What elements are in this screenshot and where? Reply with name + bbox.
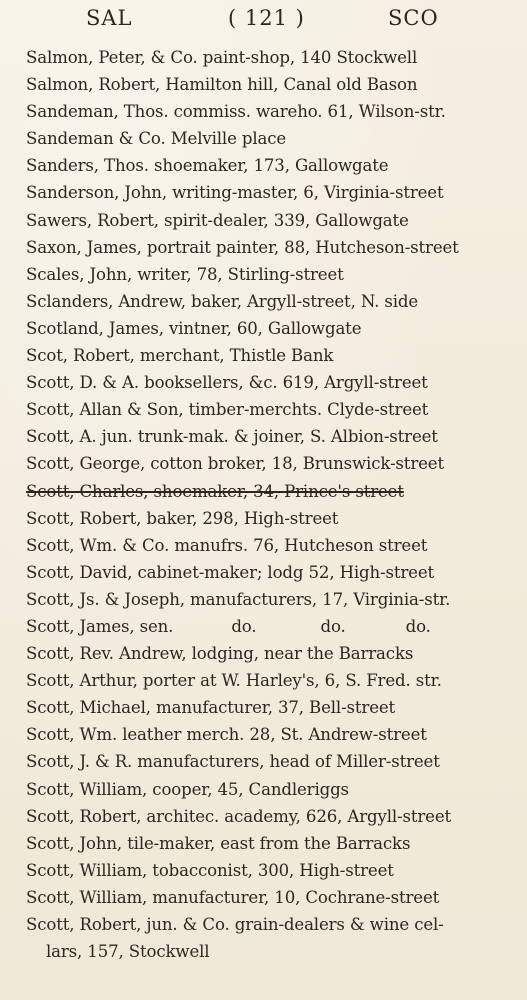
entry-scott-a-jun: Scott, A. jun. trunk-mak. & joiner, S. Albion-street xyxy=(26,427,438,447)
entry-scott-david: Scott, David, cabinet-maker; lodg 52, High-street xyxy=(26,562,435,582)
entry-salmon-peter: Salmon, Peter, & Co. paint-shop, 140 Stockwell xyxy=(26,48,418,67)
page-header xyxy=(0,4,527,34)
entry-scales-john: Scales, John, writer, 78, Stirling-street xyxy=(26,264,344,284)
entry-scott-wm-co: Scott, Wm. & Co. manufrs. 76, Hutcheson street xyxy=(26,535,428,555)
entry-scott-robert-jun: Scott, Robert, jun. & Co. grain-dealers & wine cel- xyxy=(26,915,444,934)
entry-scott-allan: Scott, Allan & Son, timber-merchts. Clyde-street xyxy=(26,400,429,420)
entry-sawers-robert: Sawers, Robert, spirit-dealer, 339, Gallowgate xyxy=(26,210,409,230)
entry-sanders-thos: Sanders, Thos. shoemaker, 173, Gallowgate xyxy=(26,156,389,176)
entry-scott-john: Scott, John, tile-maker, east from the Barracks xyxy=(26,833,411,853)
entry-scott-js-joseph: Scott, Js. & Joseph, manufacturers, 17, Virginia-str. xyxy=(26,589,451,609)
header-left-guide-word: SAL xyxy=(86,6,133,30)
entry-scott-william-cooper: Scott, William, cooper, 45, Candleriggs xyxy=(26,779,349,799)
entry-scott-rev-andrew: Scott, Rev. Andrew, lodging, near the Barracks xyxy=(26,644,414,664)
entry-scott-william-manufacturer: Scott, William, manufacturer, 10, Cochrane-street xyxy=(26,887,440,907)
entry-scott-michael: Scott, Michael, manufacturer, 37, Bell-street xyxy=(26,698,396,718)
entry-sandeman-thos: Sandeman, Thos. commiss. wareho. 61, Wilson-str. xyxy=(26,102,446,122)
ditto-mark: do. xyxy=(231,616,257,636)
ditto-mark: do. xyxy=(405,616,431,636)
page-number: ( 121 ) xyxy=(228,6,305,30)
directory-entries xyxy=(26,44,504,965)
ditto-mark: do. xyxy=(320,616,346,636)
entry-scott-james-sen xyxy=(26,613,504,640)
entry-sanderson-john: Sanderson, John, writing-master, 6, Virginia-street xyxy=(26,183,444,203)
entry-scotland-james: Scotland, James, vintner, 60, Gallowgate xyxy=(26,318,362,338)
entry-scott-william-tobacconist: Scott, William, tobacconist, 300, High-street xyxy=(26,860,394,880)
ditto-marks xyxy=(173,613,430,640)
entry-sandeman-co: Sandeman & Co. Melville place xyxy=(26,129,287,149)
entry-sclanders-andrew: Sclanders, Andrew, baker, Argyll-street, N. side xyxy=(26,291,419,311)
entry-scott-j-r: Scott, J. & R. manufacturers, head of Miller-street xyxy=(26,752,440,772)
entry-scott-arthur: Scott, Arthur, porter at W. Harley's, 6, S. Fred. str. xyxy=(26,671,442,691)
entry-saxon-james: Saxon, James, portrait painter, 88, Hutcheson-street xyxy=(26,237,459,257)
entry-scott-james-sen-name: Scott, James, sen. xyxy=(26,616,174,636)
entry-scott-d-a: Scott, D. & A. booksellers, &c. 619, Argyll-street xyxy=(26,373,428,393)
entry-scott-charles: Scott, Charles, shoemaker, 34, Prince's street xyxy=(26,481,404,501)
entry-scott-wm-leather: Scott, Wm. leather merch. 28, St. Andrew-street xyxy=(26,725,427,745)
entry-scott-robert-architec: Scott, Robert, architec. academy, 626, Argyll-street xyxy=(26,806,452,826)
entry-scott-george: Scott, George, cotton broker, 18, Brunswick-street xyxy=(26,454,444,474)
entry-salmon-robert: Salmon, Robert, Hamilton hill, Canal old Bason xyxy=(26,75,418,95)
entry-scott-robert-jun-continuation: lars, 157, Stockwell xyxy=(46,942,210,962)
entry-scott-robert-baker: Scott, Robert, baker, 298, High-street xyxy=(26,508,339,528)
entry-scot-robert: Scot, Robert, merchant, Thistle Bank xyxy=(26,346,334,366)
header-right-guide-word: SCO xyxy=(388,6,439,30)
